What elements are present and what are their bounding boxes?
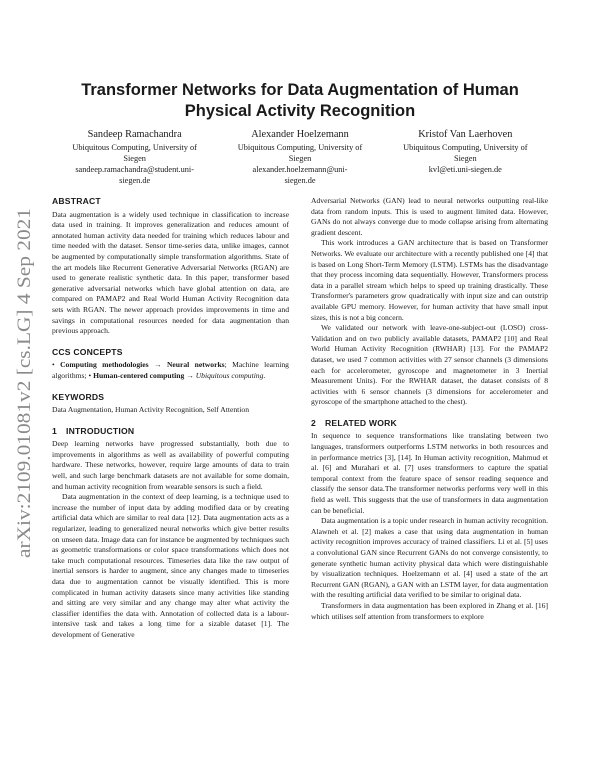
author-affiliation: Ubiquitous Computing, University of (403, 143, 528, 152)
title-line-2: Physical Activity Recognition (184, 102, 416, 120)
title-line-1: Transformer Networks for Data Augmentation of Human (81, 81, 519, 99)
ccs-text: • Computing methodologies → Neural networks; Machine learning algorithms; • Human-centered computing → Ubiquitous computing. (52, 360, 289, 380)
author-affiliation: Siegen (454, 154, 477, 163)
intro-paragraph-2: Data augmentation in the context of deep learning, is a technique used to increase the number of input data by adding modified data or by creating artificial data which are similar to real data [12]. Data augmentation acts as a regularizer, leading to generalized neural networks which give better results on unseen data. Image data can for instance be augmented by techniques such as geometric transformations or color space transformations which does not take much computational resources. Timeseries data like the raw output of inertial sensors is harder to augment, since any changes made to timeseries data due to augmentation cannot be visually identified. This is more complicated in human activity datasets since many activities like standing and sitting are very similar and any change may alter what activity the classifier identifies the data with. Annotation of collected data is a labour-intensive task and takes a long time for a sizable dataset [1]. The development of Generative (52, 492, 289, 639)
author-email: siegen.de (119, 176, 151, 185)
keywords-text: Data Augmentation, Human Activity Recognition, Self Attention (52, 405, 249, 415)
paper-title (60, 80, 540, 122)
author-affiliation: Siegen (123, 154, 146, 163)
author-affiliation: Ubiquitous Computing, University of (237, 143, 363, 152)
author-email: kvl@eti.uni-siegen.de (428, 165, 502, 174)
right-paragraph-3: We validated our network with leave-one-subject-out (LOSO) cross-Validation and on two publicly available datasets, PAMAP2 [10] and Real World Human Activity Recognition (RWHAR) [13]. For the PAMAP2 dataset, we used 7 common activities with 27 sensor channels (3 dimensions each for accelerometer, gyroscope and magnetometer in 3 Inertial Measurement Units). For the RWHAR dataset, the dataset consists of 8 activities with 6 sensor channels (3 dimensions for accelerometer and gyroscope of the smartphone attached to the chest). (311, 323, 548, 407)
author-email: alexander.hoelzemann@uni- (252, 165, 348, 174)
abstract-text: Data augmentation is a widely used technique in classification to increase data used in training. It improves generalization and reduces amount of annotated human activity data needed for training which reduces labour and time needed with the dataset. Sensor time-series data, unlike images, cannot be augmented by computationally simple transformation algorithms. State of the art models like Recurrent Generative Adversarial Networks (RGAN) are used to generate realistic synthetic data. In this paper, transformer based generative adversarial networks which have global attention on data, are compared on PAMAP2 and Real World Human Activity Recognition data sets with RGAN. The newer approach provides improvements in time and savings in computational resources needed for data augmentation than previous approach. (52, 209, 289, 336)
author-email: sandeep.ramachandra@student.uni- (75, 165, 194, 174)
author-email: siegen.de (284, 176, 316, 185)
author-1 (52, 128, 217, 186)
related-work-heading: 2 RELATED WORK (311, 417, 397, 428)
keywords-heading: KEYWORDS (52, 391, 105, 402)
author-2 (217, 128, 382, 186)
arxiv-identifier (2, 208, 42, 558)
right-column (311, 196, 548, 622)
ccs-heading: CCS CONCEPTS (52, 346, 123, 357)
intro-paragraph-1: Deep learning networks have progressed substantially, both due to improvements in algorithms as well as availability of powerful computing hardware. These networks, however, require large amounts of data to train well, and such large benchmark datasets are not available for some domain, and human activity recognition from wearable sensors is such a field. (52, 439, 289, 491)
right-paragraph-2: This work introduces a GAN architecture that is based on Transformer Networks. We evaluate our architecture with a recently published one [4] that is based on Long Short-Term Memory (LSTM). LSTMs has the disadvantage that they process incoming data sequentially. However, Transformers process data in a parallel stream which helps to speed up training drastically. These Transformer's parameters grow quadratically with input size and can outstrip available GPU memory. However, for human activity that have small input sizes, this is not a big concern. (311, 238, 548, 322)
author-name: Kristof Van Laerhoven (418, 129, 513, 140)
author-name: Sandeep Ramachandra (87, 129, 182, 140)
author-block (52, 128, 548, 186)
author-name: Alexander Hoelzemann (251, 129, 349, 140)
related-paragraph-1: In sequence to sequence transformations like translating between two languages, transformers outperforms LSTM networks in both resources and in performance metrics [3], [14]. In Human activity recognition, Mahmud et al. [6] and Murahari et al. [7] uses transformers to capture the spatial temporal context from the feature space of sensor reading sequence and classify the sensor data.The transformer networks performs very well in this field as well. This suggests that the use of transformers in data augmentation can be beneficial. (311, 431, 548, 515)
author-affiliation: Ubiquitous Computing, University of (72, 143, 197, 152)
author-affiliation: Siegen (288, 154, 312, 163)
introduction-heading: 1 INTRODUCTION (52, 425, 135, 436)
left-column (52, 196, 289, 641)
related-paragraph-3: Transformers in data augmentation has been explored in Zhang et al. [16] which utilises self attention from transformers to explore (311, 600, 548, 621)
right-paragraph-1: Adversarial Networks (GAN) lead to neural networks outputting real-like data from random inputs. This is used to augment limited data. However, GANs do not always converge due to mode collapse arising from alternating gradient descent. (311, 196, 548, 237)
arxiv-id-text: arXiv:2109.01081v2 [cs.LG] 4 Sep 2021 (14, 246, 35, 558)
related-paragraph-2: Data augmentation is a topic under research in human activity recognition. Alawneh et al. [2] makes a case that using data augmentation in human activity recognition improves accuracy of trained classifiers. Li et al. [5] uses a convolutional GAN since Recurrent GANs do not converge consistently, to generate synthetic human activity physical data which were distinguishable by visualization techniques. Hoelzemann et al. [4] used a state of the art Recurrent GAN (RGAN), a GAN with an LSTM layer, for data augmentation with the resulting artificial data verified to be similar to original data. (311, 516, 548, 600)
abstract-heading: ABSTRACT (52, 196, 101, 206)
author-3 (383, 128, 548, 186)
